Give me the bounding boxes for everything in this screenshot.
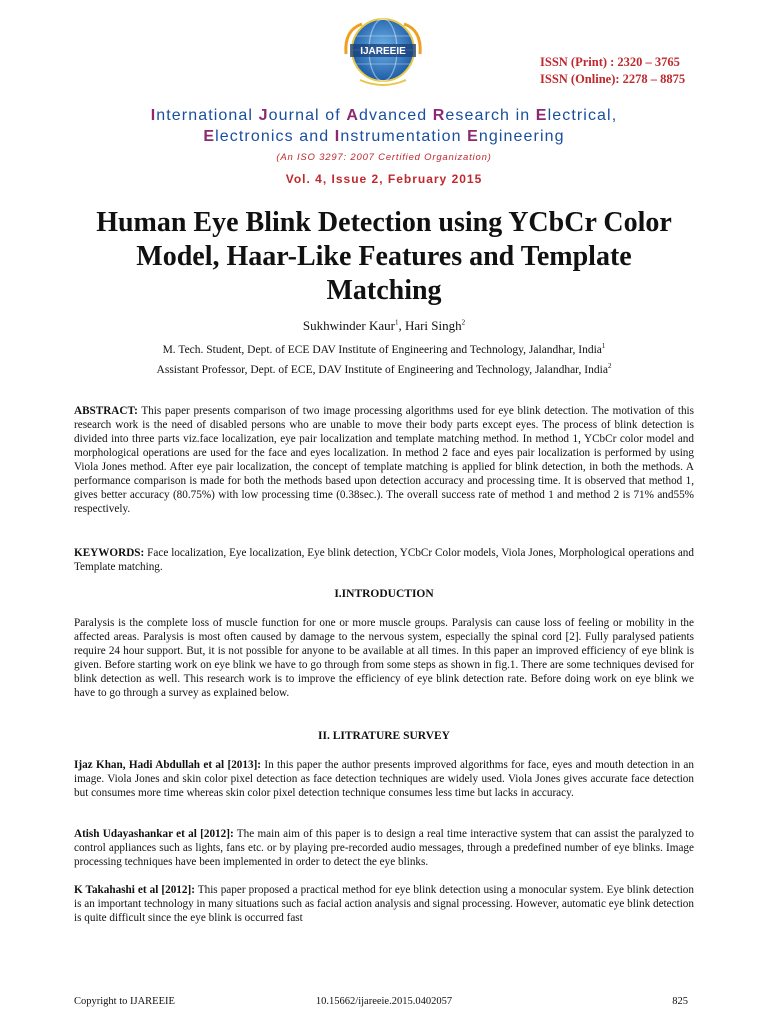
author-2: Hari Singh (404, 318, 462, 333)
abstract: ABSTRACT: This paper presents comparison of two image processing algorithms used for eye blink detection. The motivation of this research work is the need of disabled persons who are unable to move their body parts except eyes. The process of blink detection is divided into three parts viz.face localization, eye pair localization and template matching method. In method 1, YCbCr color model and morphological operations are used for the face and eyes localization. In method 2 face and eyes pair localization is performed by using Viola Jones method. After eye pair localization, the concept of template matching is applied for blink detection, in both the methods. A performance comparison is made for both the methods based upon detection accuracy and processing time. It is observed that method 1, gives better accuracy (80.75%) with low processing time (0.38sec.). The overall success rate of method 1 and method 2 is 71% and55% respectively. (74, 405, 694, 515)
affiliation-1: M. Tech. Student, Dept. of ECE DAV Institute of Engineering and Technology, Jalandhar, India$^1$ (162, 342, 606, 356)
affiliation-2: Assistant Professor, Dept. of ECE, DAV Institute of Engineering and Technology, Jalandhar, India$^2$ (156, 362, 612, 376)
issn-print: ISSN (Print) : 2320 – 3765 (540, 55, 680, 69)
abstract-label: ABSTRACT: (74, 405, 138, 417)
journal-name-line2: Electronics and Instrumentation Engineering (203, 128, 565, 145)
footer-copyright: Copyright to IJAREEIE (74, 996, 175, 1007)
volume-issue: Vol. 4, Issue 2, February 2015 (285, 172, 483, 186)
issn-online: ISSN (Online): 2278 – 8875 (540, 72, 686, 86)
journal-logo (340, 12, 426, 90)
survey-entry: K Takahashi et al [2012]: This paper proposed a practical method for eye blink detection using a monocular system. Eye blink detection is an important technology in many situations such as facial action analysis and signal processing. However, automatic eye blink detection is quite difficult since the eye blink is occurred fast (74, 884, 694, 924)
footer-page-number: 825 (672, 996, 688, 1007)
paper-title: Human Eye Blink Detection using YCbCr Color Model, Haar-Like Features and Template Matching (96, 207, 672, 306)
author-1: Sukhwinder Kaur (302, 318, 395, 333)
author-list: Sukhwinder Kaur$^1$, Hari Singh$^2$ (302, 318, 466, 333)
survey-ref: K Takahashi et al [2012]: (74, 884, 195, 896)
section-heading-survey: II. LITRATURE SURVEY (318, 730, 450, 742)
survey-entry: Atish Udayashankar et al [2012]: The main aim of this paper is to design a real time interactive system that can assist the paralyzed to control appliances such as lights, fans etc. or by playing pre-recorded audio messages, through a predefined number of eye blinks. Image processing techniques have been implemented in order to detect the eye blinks. (74, 828, 694, 868)
survey-ref: Atish Udayashankar et al [2012]: (74, 828, 234, 840)
issn-block (540, 54, 740, 88)
survey-entry: Ijaz Khan, Hadi Abdullah et al [2013]: In this paper the author presents improved algorithms for face, eyes and mouth detection in an image. Viola Jones and skin color pixel detection as face detection techniques are widely used. Viola Jones gives accurate face detection but consumes more time whereas skin color pixel detection technique consumes less time but lacks in accuracy. (74, 759, 694, 799)
survey-ref: Ijaz Khan, Hadi Abdullah et al [2013]: (74, 759, 262, 771)
keywords-label: KEYWORDS: (74, 547, 145, 559)
introduction-paragraph: Paralysis is the complete loss of muscle function for one or more muscle groups. Paralysis can cause loss of feeling or mobility in the affected areas. Paralysis is most often caused by damage to the nervous system, especially the spinal cord [2]. Fully paralysed patients require 24 hour support. But, it is not possible for anyone to be available at all times. In this paper an improved efficiency of eye blink is given. Before starting work on eye blink we have to go through from some steps as shown in fig.1. There are some techniques devised for blink detection as well. This research work is to improve the efficiency of eye blink detection rate. Before doing work on eye blink we have to go through a survey as explained below. (74, 617, 694, 699)
journal-name-line1: International Journal of Advanced Research in Electrical, (150, 107, 618, 124)
footer-doi: 10.15662/ijareeie.2015.0402057 (315, 996, 453, 1007)
keywords: KEYWORDS: Face localization, Eye localization, Eye blink detection, YCbCr Color models, Viola Jones, Morphological operations and Template matching. (74, 547, 694, 573)
section-heading-introduction: I.INTRODUCTION (334, 588, 434, 600)
svg-text:IJAREEIE: IJAREEIE (360, 46, 406, 57)
iso-certification: (An ISO 3297: 2007 Certified Organization) (276, 152, 492, 163)
